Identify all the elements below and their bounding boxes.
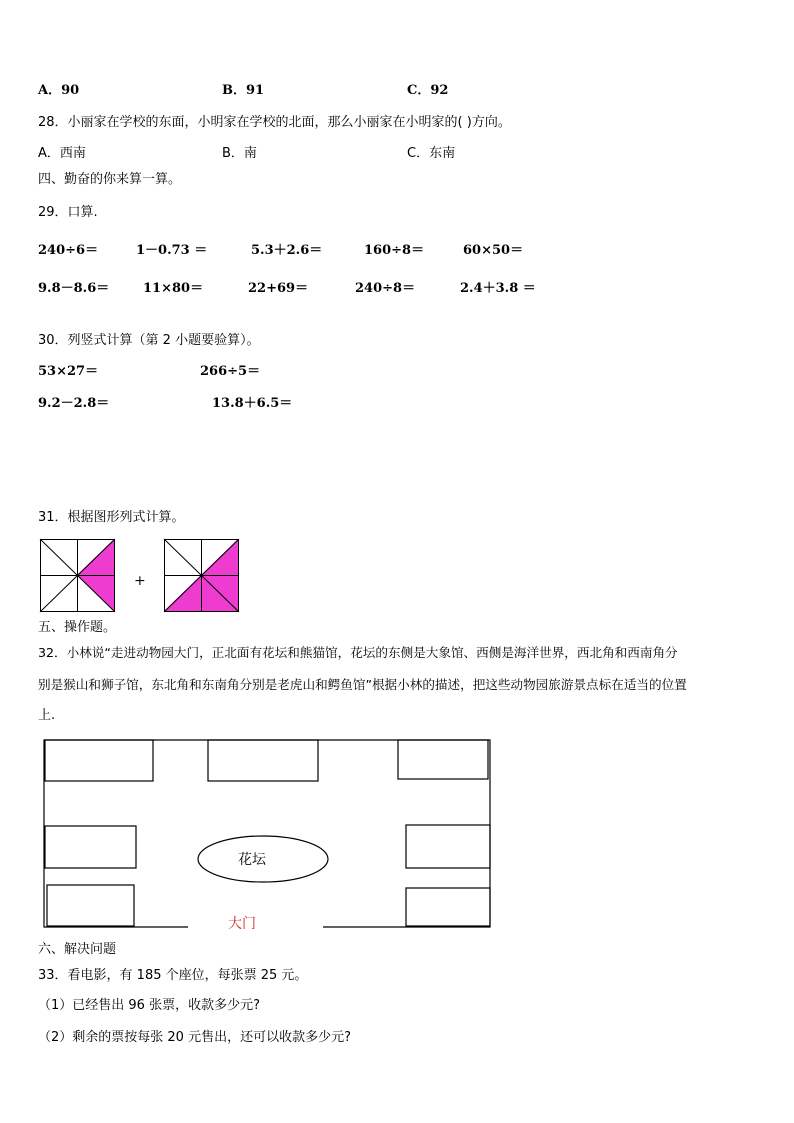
- q32-text-line3: 上.: [38, 708, 56, 723]
- q29-r2-item3: 22+69＝: [248, 281, 309, 296]
- map-box-north[interactable]: [208, 740, 318, 781]
- q29-r1-item4: 160÷8＝: [364, 243, 425, 258]
- map-box-northeast[interactable]: [398, 740, 488, 779]
- q32-text-line1: 32．小林说“走进动物园大门，正北面有花坛和熊猫馆，花坛的东侧是大象馆、西侧是海洋世界，西北角和西南角分: [38, 645, 678, 660]
- q31-plus-sign: +: [134, 573, 146, 589]
- q33-sub2: （2）剩余的票按每张 20 元售出，还可以收款多少元?: [38, 1030, 351, 1045]
- q27-option-a: A．90: [38, 83, 80, 98]
- q30-item4: 13.8＋6.5＝: [212, 396, 293, 411]
- q29-title: 29．口算.: [38, 205, 98, 220]
- q28-option-c: C．东南: [407, 146, 456, 161]
- q28-option-b: B．南: [222, 146, 257, 161]
- q29-r1-item1: 240÷6＝: [38, 243, 99, 258]
- map-box-southwest[interactable]: [47, 885, 134, 926]
- q27-option-c: C．92: [407, 83, 449, 98]
- zoo-outer-wall: [44, 740, 490, 927]
- q29-r2-item1: 9.8－8.6＝: [38, 281, 110, 296]
- q30-item1: 53×27＝: [38, 364, 99, 379]
- map-box-west[interactable]: [45, 826, 136, 868]
- q33-sub1: （1）已经售出 96 张票，收款多少元?: [38, 998, 260, 1013]
- q29-r1-item3: 5.3＋2.6＝: [251, 243, 323, 258]
- q27-option-b: B．91: [222, 83, 265, 98]
- q30-item3: 9.2－2.8＝: [38, 396, 110, 411]
- map-box-northwest[interactable]: [45, 740, 153, 781]
- section6-title: 六、解决问题: [38, 942, 117, 957]
- gate-label: 大门: [228, 916, 256, 932]
- section5-title: 五、操作题。: [38, 620, 117, 635]
- q28-option-a: A．西南: [38, 146, 86, 161]
- q29-r1-item2: 1－0.73 ＝: [136, 243, 208, 258]
- q31-title: 31．根据图形列式计算。: [38, 510, 185, 525]
- q29-r2-item4: 240÷8＝: [355, 281, 416, 296]
- q29-r2-item5: 2.4＋3.8 ＝: [460, 281, 536, 296]
- q30-item2: 266÷5＝: [200, 364, 261, 379]
- q29-r2-item2: 11×80＝: [143, 281, 204, 296]
- q33-question: 33．看电影，有 185 个座位，每张票 25 元。: [38, 968, 308, 983]
- q30-title: 30．列竖式计算（第 2 小题要验算）。: [38, 333, 260, 348]
- q28-question: 28．小丽家在学校的东面，小明家在学校的北面，那么小丽家在小明家的( )方向。: [38, 115, 511, 130]
- map-box-east[interactable]: [406, 825, 490, 868]
- q29-r1-item5: 60×50＝: [463, 243, 524, 258]
- map-box-southeast[interactable]: [406, 888, 490, 926]
- section4-title: 四、勤奋的你来算一算。: [38, 172, 182, 187]
- q32-text-line2: 别是猴山和狮子馆，东北角和东南角分别是老虎山和鳄鱼馆”根据小林的描述，把这些动物园旅游景点标在适当的位置: [38, 677, 687, 692]
- flowerbed-label: 花坛: [238, 852, 266, 868]
